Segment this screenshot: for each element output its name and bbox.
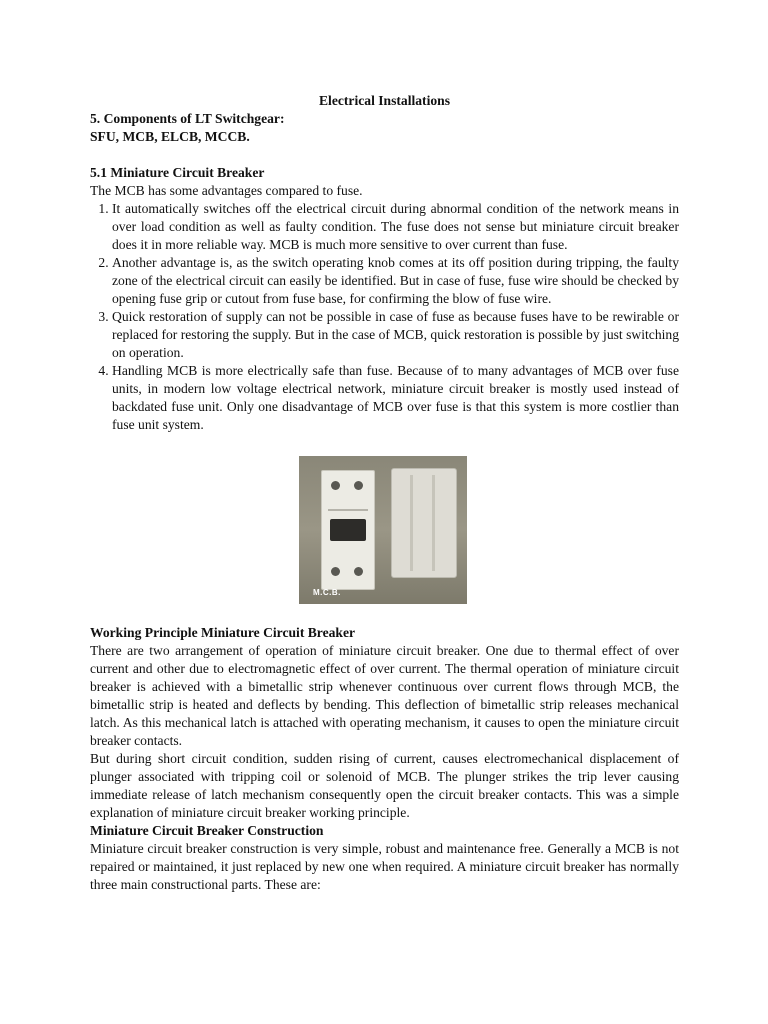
document-body (90, 92, 679, 894)
document-title: Electrical Installations (318, 93, 451, 108)
working-paragraph-1: There are two arrangement of operation of miniature circuit breaker. One due to thermal effect of over current and other due to electromagnetic effect of over current. The thermal operation of miniature circuit breaker is achieved with a bimetallic strip whenever continuous over current flows through MCB, the bimetallic strip is heated and deflects by bending. This deflection of bimetallic strip releases mechanical latch. As this mechanical latch is attached with operating mechanism, it causes to open the miniature circuit breaker contacts. (90, 643, 679, 748)
mcb-side-view (391, 468, 457, 578)
mcb-heading: 5.1 Miniature Circuit Breaker (90, 165, 265, 180)
photo-caption: M.C.B. (313, 588, 341, 597)
mcb-toggle (330, 519, 366, 541)
advantage-item: 1. It automatically switches off the electrical circuit during abnormal condition of the network means in over load condition as well as faulty condition. The fuse does not sense but miniature circuit breaker does it in more reliable way. MCB is much more sensitive to over current than fuse. (112, 200, 679, 254)
advantages-list (90, 200, 679, 434)
advantage-item: 3. Quick restoration of supply can not be possible in case of fuse as because fuses have to be rewirable or replaced for restoring the supply. But in the case of MCB, quick restoration is possible by just switching on operation. (112, 308, 679, 362)
mcb-front-view (321, 470, 375, 590)
mcb-figure (90, 456, 679, 604)
mcb-photo (299, 456, 467, 604)
working-heading: Working Principle Miniature Circuit Breaker (90, 625, 356, 640)
advantage-item: 2. Another advantage is, as the switch operating knob comes at its off position during tripping, the faulty zone of the electrical circuit can easily be identified. But in case of fuse, fuse wire should be checked by opening fuse grip or cutout from fuse base, for confirming the blow of fuse wire. (112, 254, 679, 308)
working-paragraph-2: But during short circuit condition, sudden rising of current, causes electromechanical displacement of plunger associated with tripping coil or solenoid of MCB. The plunger strikes the trip lever causing immediate release of latch mechanism consequently open the circuit breaker contacts. This was a simple explanation of miniature circuit breaker working principle. (90, 751, 679, 820)
spacer (90, 146, 679, 164)
component-list: SFU, MCB, ELCB, MCCB. (90, 129, 250, 144)
section-heading: 5. Components of LT Switchgear: (90, 111, 285, 126)
construction-paragraph: Miniature circuit breaker construction is very simple, robust and maintenance free. Generally a MCB is not repaired or maintained, it just replaced by new one when required. A miniature circuit breaker has normally three main constructional parts. These are: (90, 841, 679, 892)
mcb-intro: The MCB has some advantages compared to fuse. (90, 183, 363, 198)
advantage-item: 4. Handling MCB is more electrically safe than fuse. Because of to many advantages of MCB over fuse units, in modern low voltage electrical network, miniature circuit breaker is mostly used instead of backdated fuse unit. Only one disadvantage of MCB over fuse is that this system is more costlier than fuse unit system. (112, 362, 679, 434)
construction-heading: Miniature Circuit Breaker Construction (90, 823, 324, 838)
